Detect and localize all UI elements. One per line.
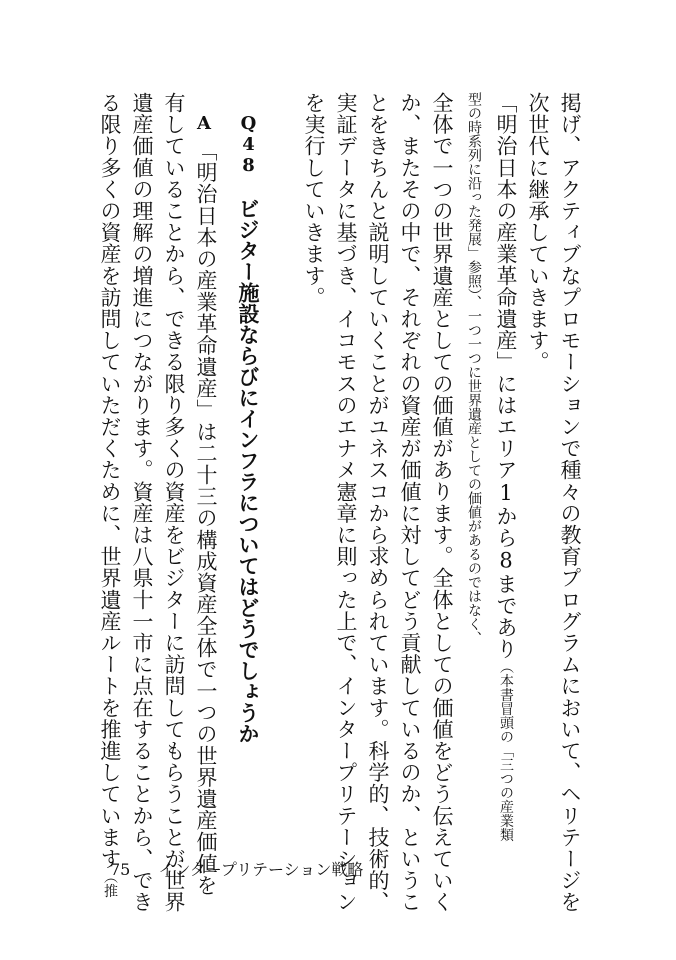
body-column-4: 型の時系列に沿った発展」参照）、一つ一つに世界遺産としての価値があるのではなく、 (466, 92, 482, 645)
answer-column-4-text: る限り多くの資産を訪問していただくために、世界遺産ルートを推進しています (98, 92, 122, 870)
answer-column-2: 有していることから、できる限り多くの資産をビジターに訪問してもらうことが世界 (162, 92, 186, 913)
body-column-9: を実行していきます。 (302, 92, 326, 308)
answer-column-4-note: （推 (102, 869, 118, 898)
page-footer (110, 857, 363, 880)
body-column-3 (494, 92, 518, 848)
question-text: ビジター施設ならびにインフラについてはどうでしょうか (236, 198, 260, 744)
body-column-1: 掲げ、アクティブなプロモーションで種々の教育プログラムにおいて、ヘリテージを (558, 92, 582, 913)
body-column-2: 次世代に継承していきます。 (526, 92, 550, 373)
body-column-8: 実証データに基づき、イコモスのエナメ憲章に則った上で、インタープリテーション (334, 92, 358, 913)
answer-column-3: 遺産価値の理解の増進につながります。資産は八県十一市に点在することから、でき (130, 92, 154, 913)
answer-label: A (197, 113, 211, 134)
body-column-3-note: （本書冒頭の「三つの産業類 (498, 659, 514, 842)
page-number: 75 (110, 860, 131, 879)
body-column-6: か、またその中で、それぞれの資産が価値に対してどう貢献しているのか、というこ (398, 92, 422, 913)
running-title: インタープリテーション戦略 (158, 860, 364, 879)
body-column-5: 全体で一つの世界遺産としての価値があります。全体としての価値をどう伝えていく (430, 92, 454, 913)
body-column-3-text: 「明治日本の産業革命遺産」にはエリア1から8まであり (494, 92, 518, 660)
question-heading (236, 113, 260, 744)
body-column-7: とをきちんと説明していくことがユネスコから求められています。科学的、技術的、 (366, 92, 390, 913)
answer-column-1: 「明治日本の産業革命遺産」は二十三の構成資産全体で一つの世界遺産価値を (194, 140, 218, 896)
question-label: Q48 (238, 113, 259, 176)
